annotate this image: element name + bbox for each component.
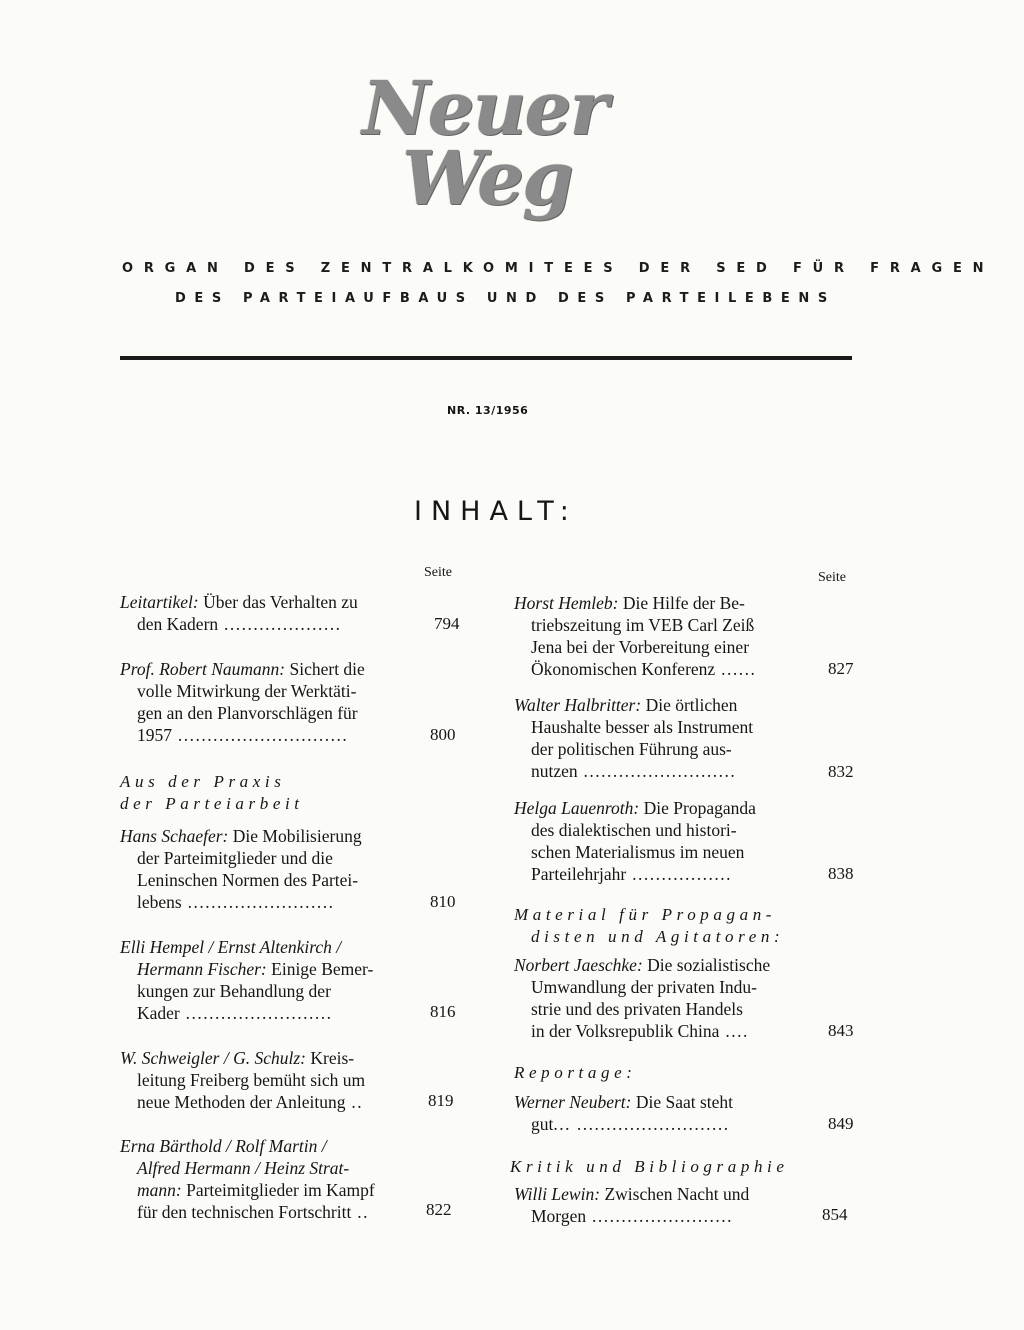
toc-entry[interactable]: [120, 591, 358, 635]
toc-leader: .................: [626, 864, 732, 884]
toc-leader: ..: [351, 1202, 369, 1222]
toc-entry[interactable]: [120, 1135, 375, 1223]
section-heading: [120, 771, 304, 815]
toc-leader: ....: [719, 1021, 749, 1041]
toc-title: nutzen: [531, 761, 578, 781]
toc-title: der politischen Führung aus-: [531, 739, 732, 759]
organ-line-2: DES PARTEIAUFBAUS UND DES PARTEILEBENS: [175, 291, 836, 306]
toc-title: lebens: [137, 892, 182, 912]
seite-label-left: Seite: [424, 565, 452, 580]
toc-title: den Kadern: [137, 614, 219, 634]
toc-page-number: 794: [434, 614, 460, 633]
section-heading-line: der Parteiarbeit: [120, 794, 304, 813]
toc-page-number: 810: [430, 892, 456, 911]
toc-entry[interactable]: [514, 954, 770, 1042]
toc-author: Hans Schaefer:: [120, 826, 229, 846]
toc-page-number: 849: [828, 1114, 854, 1133]
toc-title: Zwischen Nacht und: [600, 1184, 750, 1204]
toc-title: in der Volksrepublik China: [531, 1021, 720, 1041]
toc-title: Einige Bemer-: [266, 959, 374, 979]
toc-page-number: 816: [430, 1002, 456, 1021]
toc-title: triebszeitung im VEB Carl Zeiß: [531, 615, 755, 635]
toc-title: für den technischen Fortschritt: [137, 1202, 352, 1222]
toc-author: W. Schweigler / G. Schulz:: [120, 1048, 306, 1068]
toc-author: Horst Hemleb:: [514, 593, 619, 613]
toc-leader: .............................: [172, 725, 349, 745]
toc-leader: .........................: [179, 1003, 333, 1023]
toc-title: gen an den Planvorschlägen für: [137, 703, 358, 723]
toc-title: Ökonomischen Konferenz: [531, 659, 716, 679]
toc-leader: ....................: [218, 614, 342, 634]
toc-title: Haushalte besser als Instrument: [531, 717, 754, 737]
toc-author: Alfred Hermann / Heinz Strat-: [137, 1158, 350, 1178]
toc-author: Helga Lauenroth:: [514, 798, 640, 818]
issue-number: NR. 13/1956: [447, 404, 529, 417]
section-heading-line: Reportage:: [514, 1063, 637, 1082]
section-heading: [514, 904, 784, 948]
section-heading: [514, 1062, 636, 1084]
toc-title: 1957: [137, 725, 172, 745]
toc-leader: ..: [345, 1092, 364, 1112]
toc-title: schen Materialismus im neuen: [531, 842, 745, 862]
seite-label-right: Seite: [818, 570, 846, 585]
toc-title: Die sozialistische: [642, 955, 771, 975]
toc-title: strie und des privaten Handels: [531, 999, 743, 1019]
toc-title: Morgen: [531, 1206, 587, 1226]
toc-title: des dialektischen und histori-: [531, 820, 737, 840]
toc-title: Leninschen Normen des Partei-: [137, 870, 359, 890]
toc-author: Prof. Robert Naumann:: [120, 659, 286, 679]
toc-title: Über das Verhalten zu: [198, 592, 358, 612]
masthead-word-weg: Weg: [402, 136, 572, 222]
toc-title: Die örtlichen: [641, 695, 738, 715]
toc-leader: ......: [715, 659, 757, 679]
toc-leader: ..........................: [577, 761, 737, 781]
toc-author: Leitartikel:: [120, 592, 199, 612]
toc-entry[interactable]: [120, 658, 365, 746]
toc-author: mann:: [137, 1180, 182, 1200]
toc-entry[interactable]: [120, 825, 362, 913]
toc-title: der Parteimitglieder und die: [137, 848, 333, 868]
toc-title: Die Propaganda: [639, 798, 756, 818]
page-title: INHALT:: [414, 496, 578, 527]
toc-leader: ........................: [586, 1206, 733, 1226]
toc-entry[interactable]: [514, 1091, 733, 1135]
toc-entry[interactable]: [514, 592, 756, 680]
section-heading-line: Material für Propagan-: [514, 905, 777, 924]
toc-entry[interactable]: [514, 797, 756, 885]
toc-title: Die Hilfe der Be-: [618, 593, 745, 613]
toc-title: Die Saat steht: [631, 1092, 734, 1112]
toc-author: Walter Halbritter:: [514, 695, 642, 715]
organ-line-1: ORGAN DES ZENTRALKOMITEES DER SED FÜR FRAGEN: [122, 261, 995, 276]
toc-leader: .........................: [181, 892, 335, 912]
toc-page-number: 843: [828, 1021, 854, 1040]
toc-leader: ... ..........................: [553, 1114, 730, 1134]
toc-title: Parteilehrjahr: [531, 864, 627, 884]
toc-title: Kader: [137, 1003, 180, 1023]
toc-author: Hermann Fischer:: [137, 959, 267, 979]
toc-page-number: 827: [828, 659, 854, 678]
toc-title: Die Mobilisierung: [228, 826, 362, 846]
toc-entry[interactable]: [120, 936, 373, 1024]
toc-author: Elli Hempel / Ernst Altenkirch /: [120, 937, 342, 957]
toc-page-number: 822: [426, 1200, 452, 1219]
toc-page-number: 854: [822, 1205, 848, 1224]
section-heading-line: Kritik und Bibliographie: [510, 1157, 789, 1176]
toc-title: Parteimitglieder im Kampf: [181, 1180, 375, 1200]
toc-title: leitung Freiberg bemüht sich um: [137, 1070, 366, 1090]
toc-entry[interactable]: [120, 1047, 365, 1113]
toc-page-number: 838: [828, 864, 854, 883]
toc-author: Willi Lewin:: [514, 1184, 601, 1204]
toc-entry[interactable]: [514, 1183, 749, 1227]
toc-title: Jena bei der Vorbereitung einer: [531, 637, 750, 657]
toc-title: gut: [531, 1114, 554, 1134]
toc-page-number: 800: [430, 725, 456, 744]
toc-title: neue Methoden der Anleitung: [137, 1092, 346, 1112]
header-divider: [120, 356, 852, 360]
section-heading-line: disten und Agitatoren:: [531, 927, 785, 946]
toc-author: Werner Neubert:: [514, 1092, 632, 1112]
toc-author: Erna Bärthold / Rolf Martin /: [120, 1136, 327, 1156]
toc-title: volle Mitwirkung der Werktäti-: [137, 681, 357, 701]
toc-title: Sichert die: [285, 659, 365, 679]
toc-title: Umwandlung der privaten Indu-: [531, 977, 757, 997]
toc-author: Norbert Jaeschke:: [514, 955, 643, 975]
toc-page-number: 819: [428, 1091, 454, 1110]
toc-page-number: 832: [828, 762, 854, 781]
section-heading: [510, 1156, 789, 1178]
toc-title: kungen zur Behandlung der: [137, 981, 331, 1001]
toc-title: Kreis-: [306, 1048, 355, 1068]
toc-entry[interactable]: [514, 694, 753, 782]
masthead-word-neuer: Neuer: [362, 66, 607, 152]
section-heading-line: Aus der Praxis: [120, 772, 286, 791]
masthead-logo: [352, 66, 632, 226]
